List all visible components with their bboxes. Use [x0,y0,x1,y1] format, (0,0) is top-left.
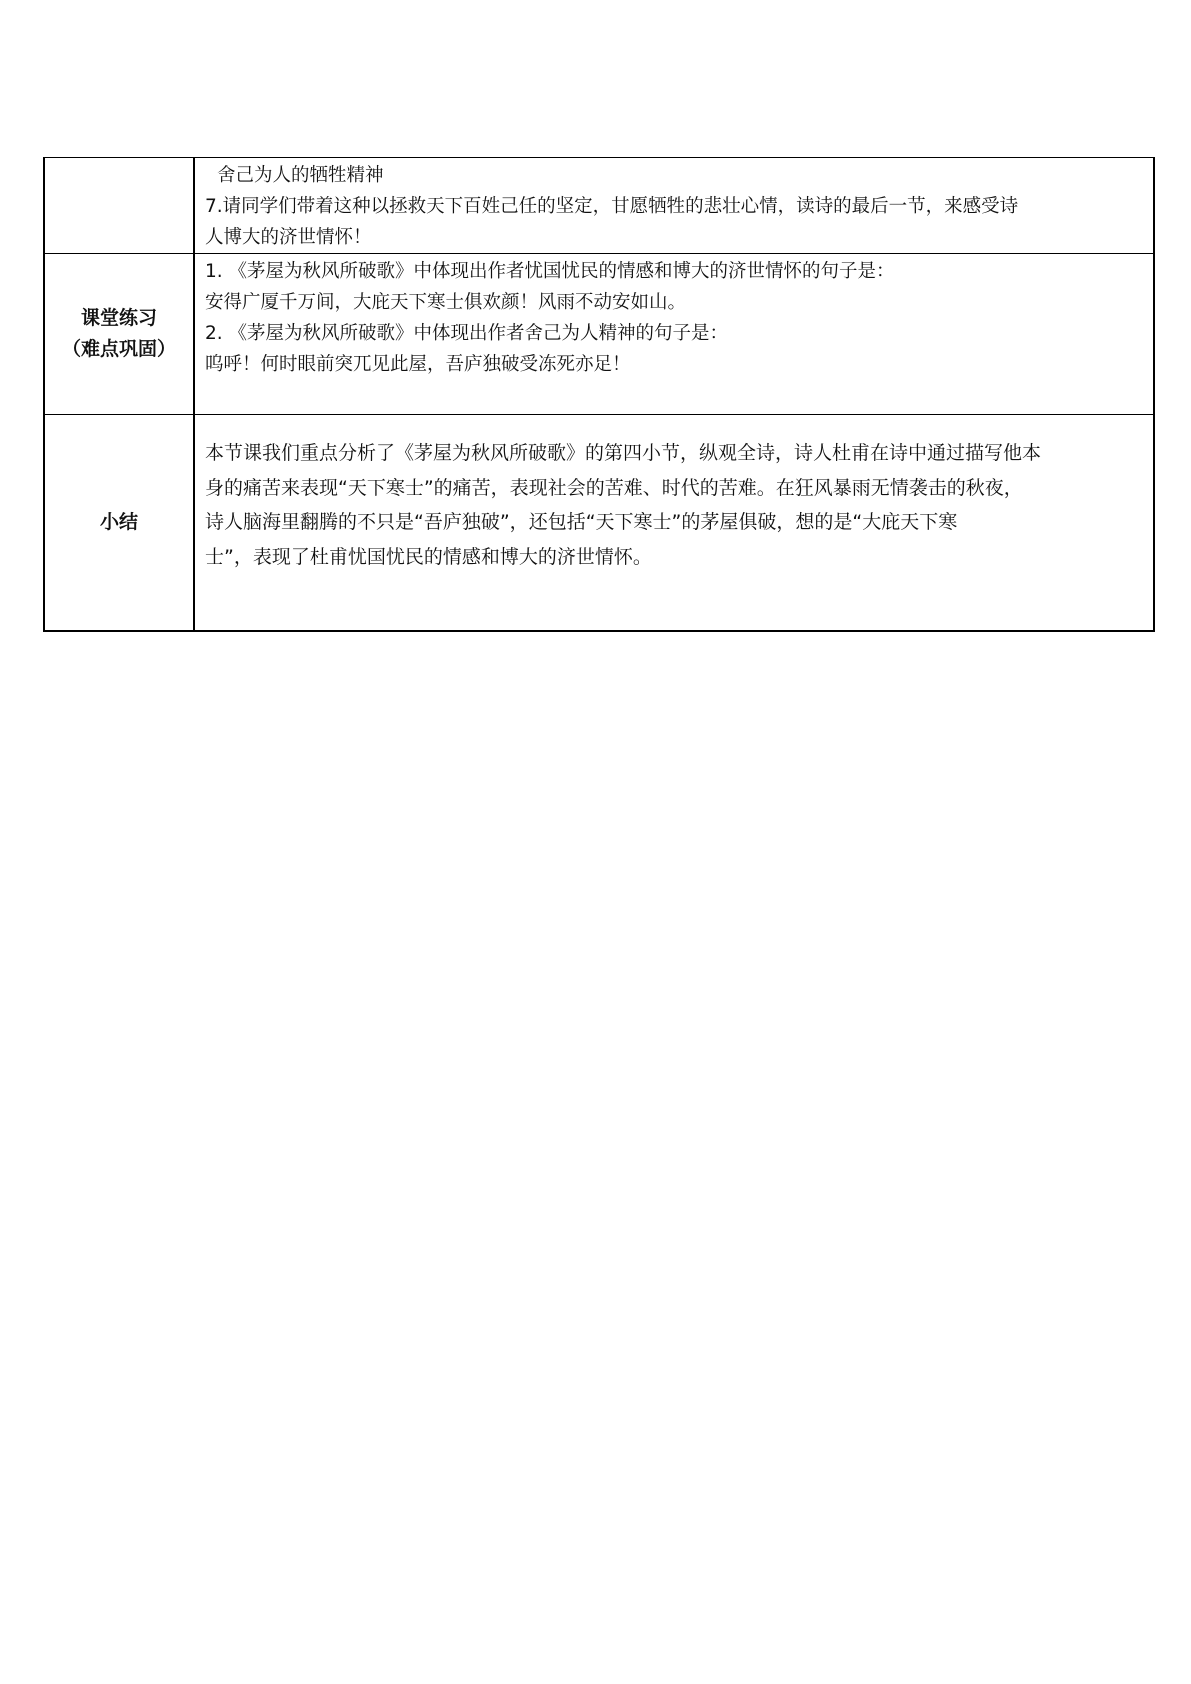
table-row [44,158,1154,254]
content-line: 1. 《茅屋为秋风所破歌》中体现出作者忧国忧民的情感和博大的济世情怀的句子是： [205,261,895,282]
content-line: 士”，表现了杜甫忧国忧民的情感和博大的济世情怀。 [205,545,652,568]
row-content-cell [194,158,1154,254]
content-line: 安得广厦千万间，大庇天下寒士俱欢颜！风雨不动安如山。 [205,292,687,313]
content-line: 舍己为人的牺牲精神 [217,165,384,186]
table-row [44,415,1154,632]
content-line: 身的痛苦来表现“天下寒士”的痛苦，表现社会的苦难、时代的苦难。在狂风暴雨无情袭击的秋夜， [205,476,1023,499]
content-line: 人博大的济世情怀！ [205,227,372,248]
content-line: 7.请同学们带着这种以拯救天下百姓己任的坚定，甘愿牺牲的悲壮心情，读诗的最后一节，来感受诗 [205,196,1019,217]
content-line: 诗人脑海里翻腾的不只是“吾庐独破”，还包括“天下寒士”的茅屋俱破，想的是“大庇天下寒 [205,511,958,533]
row-label-sub: （难点巩固） [61,338,176,360]
content-line: 呜呼！何时眼前突兀见此屋，吾庐独破受冻死亦足！ [205,354,631,375]
content-line: 2. 《茅屋为秋风所破歌》中体现出作者舍己为人精神的句子是： [205,323,729,344]
row-label: 课堂练习 [80,307,157,329]
row-content-cell [194,415,1154,632]
lesson-plan-table [43,157,1155,632]
row-label: 小结 [99,511,138,533]
row-content-cell [194,254,1154,415]
row-label-cell [44,415,194,632]
content-line: 本节课我们重点分析了《茅屋为秋风所破歌》的第四小节，纵观全诗，诗人杜甫在诗中通过描写他本 [205,442,1042,464]
row-label-cell [44,158,194,254]
row-label-cell [44,254,194,415]
table-row [44,254,1154,415]
